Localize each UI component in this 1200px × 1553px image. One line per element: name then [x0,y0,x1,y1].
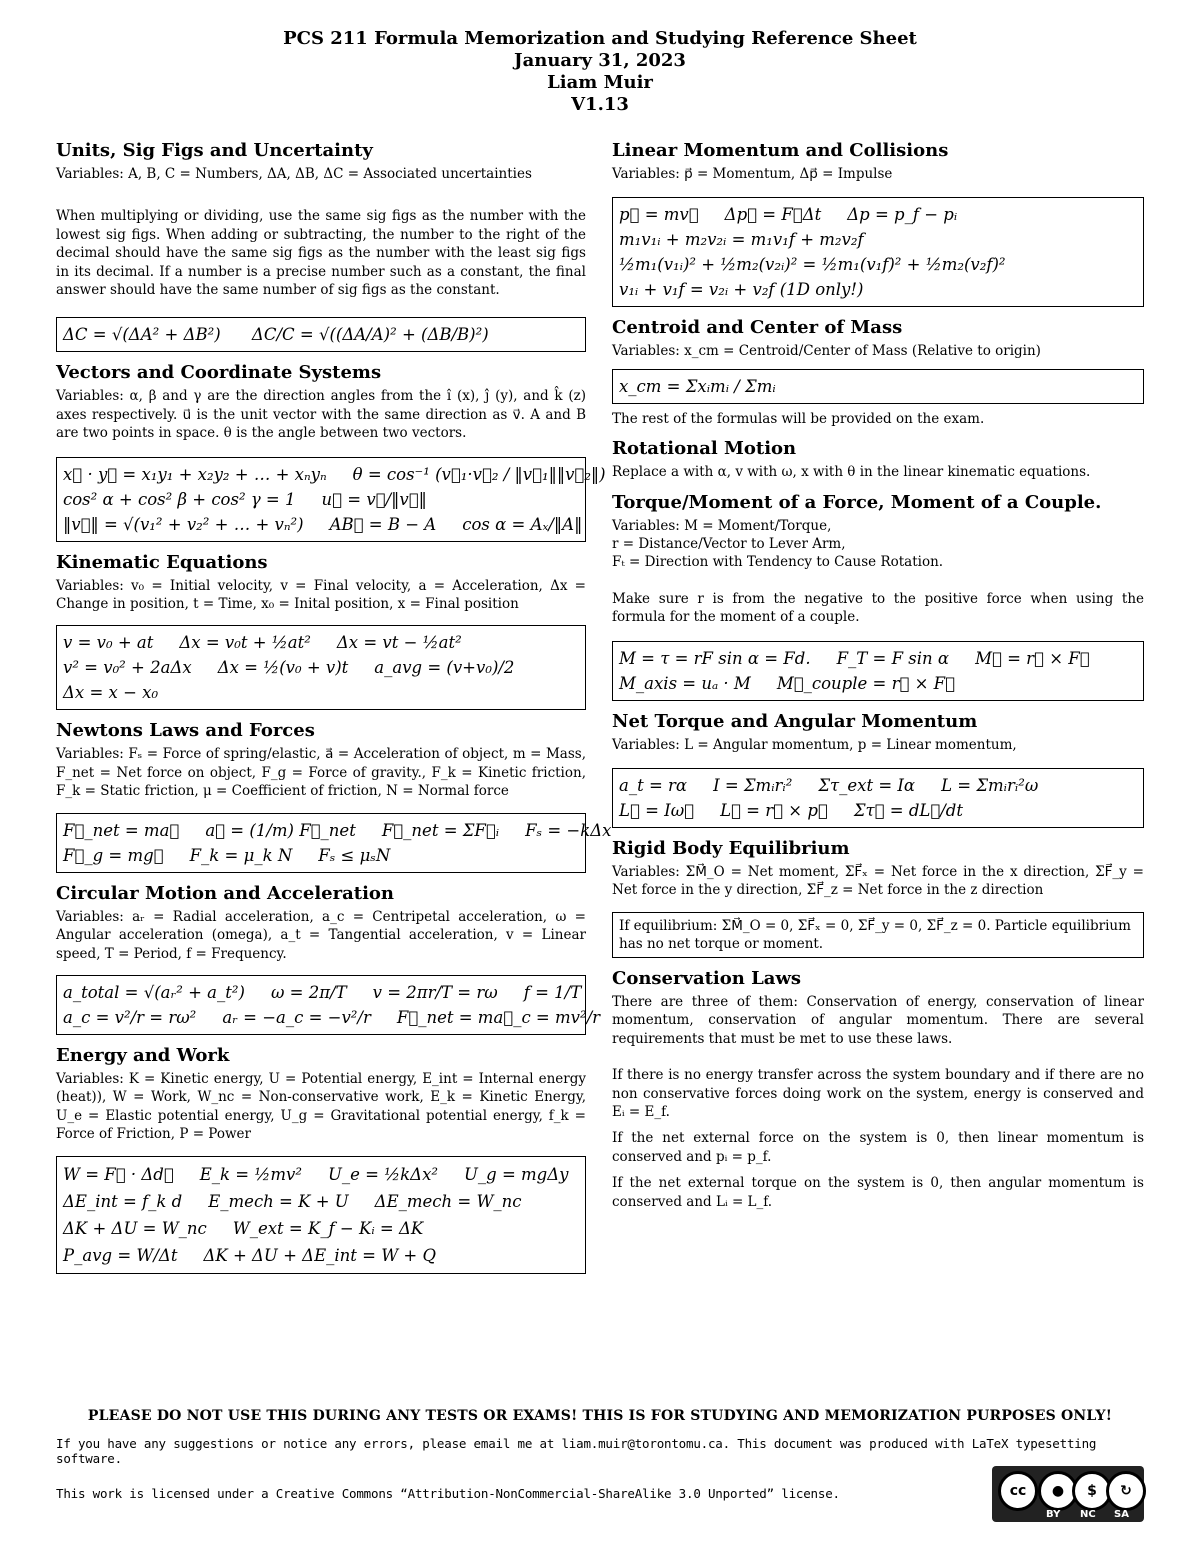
sheet-author: Liam Muir [547,72,653,93]
formula: v = 2πr/T = rω [372,982,498,1002]
section-rigid [612,838,1144,958]
section-title: Linear Momentum and Collisions [612,140,949,161]
share-alike-icon: ↻ [1106,1471,1146,1511]
formula: F⃗_net = ΣF⃗ᵢ [381,820,500,840]
body-text: If the net external force on the system is 0, then linear momentum is conserved and pᵢ = p_f. [612,1130,1144,1165]
section-title: Net Torque and Angular Momentum [612,710,978,732]
formula: v₁ᵢ + v₁f = v₂ᵢ + v₂f (1D only!) [619,280,864,300]
formula: ΔC = √(ΔA² + ΔB²) [63,325,221,345]
body-text: Make sure r is from the negative to the positive force when using the formula for the moment of a couple. [612,590,1144,626]
warning-text: PLEASE DO NOT USE THIS DURING ANY TESTS OR EXAMS! THIS IS FOR STUDYING AND MEMORIZATION PURPOSES ONLY! [87,1408,1113,1424]
formula: a_avg = (v+v₀)/2 [374,658,515,678]
badge-sa-label: SA [1114,1509,1129,1520]
footer [56,1408,1144,1520]
sheet-title: PCS 211 Formula Memorization and Studying Reference Sheet [283,28,917,49]
formula: aᵣ = −a_c = −v²/r [222,1007,371,1027]
formula: P_avg = W/Δt [63,1245,178,1265]
formula: ΔK + ΔU = W_nc [63,1218,207,1238]
variables-text: Variables: M = Moment/Torque, [612,517,832,534]
formula-box [612,369,1144,404]
formula-box [56,813,612,873]
formula: a_t = rα [619,776,688,796]
formula: W_ext = K_f − Kᵢ = ΔK [232,1218,424,1238]
formula: Στ⃗ = dL⃗/dt [853,801,963,821]
variables-text: Fₜ = Direction with Tendency to Cause Rotation. [612,554,944,571]
badge-nc-label: NC [1080,1509,1096,1520]
variables-text: Variables: p⃗ = Momentum, Δp⃗ = Impulse [612,166,893,182]
body-text: There are three of them: Conservation of energy, conservation of linear momentum, conservation of angular momentum. There are several requirements that must be met to use these laws. [612,993,1144,1047]
badge-by-label: BY [1046,1509,1061,1520]
formula: θ = cos⁻¹ (v⃗₁·v⃗₂ / ‖v⃗₁‖‖v⃗₂‖) [352,464,606,484]
variables-text: Variables: x_cm = Centroid/Center of Mass (Relative to origin) [612,343,1041,360]
formula: U_e = ½kΔx² [327,1164,438,1184]
formula: L⃗ = Iω⃗ [619,801,695,821]
formula: ΔE_mech = W_nc [374,1191,522,1211]
formula: ω = 2π/T [270,982,347,1002]
section-newton [56,720,612,872]
contact-text: If you have any suggestions or notice any errors, please email me at liam.muir@torontomu.ca. This document was produced with LaTeX typesetting software. [56,1436,1097,1466]
section-units [56,140,586,352]
formula: x_cm = Σxᵢmᵢ / Σmᵢ [619,376,776,396]
formula: ΔE_int = f_k d [63,1191,183,1211]
formula-box [56,975,601,1035]
formula: m₁v₁ᵢ + m₂v₂ᵢ = m₁v₁f + m₂v₂f [619,230,864,250]
body-text: If the net external torque on the system is 0, then angular momentum is conserved and Lᵢ = L_f. [612,1175,1144,1210]
formula-box [56,1156,586,1274]
section-title: Centroid and Center of Mass [612,317,903,339]
formula-box [612,197,1144,307]
section-kinematic [56,552,586,711]
formula: cos α = Aₓ/‖A‖ [462,514,583,534]
sheet-version: V1.13 [571,94,629,115]
formula: ΔK + ΔU + ΔE_int = W + Q [203,1245,437,1265]
variables-text: Variables: ΣM⃗_O = Net moment, ΣF⃗ₓ = Net force in the x direction, ΣF⃗_y = Net force in the y direction, ΣF⃗_z = Net force in the z direction [612,864,1144,899]
variables-text: Variables: K = Kinetic energy, U = Potential energy, E_int = Internal energy (heat)), W = Work, W_nc = Non-conservative work, E_k = Kinetic Energy, U_e = Elastic potential energy, U_g = Gravitational potential energy, f_k = Force of Friction, P = Power [56,1070,586,1143]
formula: M = τ = rF sin α = Fd. [619,648,811,668]
formula-box [56,317,586,352]
no-dollar-icon: $ [1072,1471,1112,1511]
section-angular [612,711,1144,828]
section-energy [56,1045,586,1274]
formula: a_c = v²/r = rω² [63,1007,197,1027]
body-text: Replace a with α, v with ω, x with θ in the linear kinematic equations. [612,464,1091,481]
variables-text: r = Distance/Vector to Lever Arm, [612,536,846,553]
section-momentum [612,140,1144,307]
formula: E_k = ½mv² [199,1164,302,1184]
formula: a_total = √(aᵣ² + a_t²) [63,982,245,1002]
formula: Στ_ext = Iα [818,776,916,796]
section-title: Vectors and Coordinate Systems [56,362,382,384]
section-title: Rigid Body Equilibrium [612,838,850,860]
formula: Fₛ = −kΔx [525,820,612,840]
formula: ‖v⃗‖ = √(v₁² + v₂² + … + vₙ²) [63,514,304,534]
variables-text: Variables: A, B, C = Numbers, ΔA, ΔB, ΔC = Associated uncertainties [56,166,532,182]
formula: v² = v₀² + 2aΔx [63,658,192,678]
formula: Δp⃗ = F⃗Δt [724,205,822,225]
body-text: When multiplying or dividing, use the same sig figs as the number with the lowest sig figs. When adding or subtracting, the number to the right of the decimal should have the same sig figs as the number with the least sig figs in its decimal. If a number is a precise number such as a constant, the final answer should have the same number of sig figs as the constant. [56,208,586,299]
formula: cos² α + cos² β + cos² γ = 1 [63,489,296,509]
section-vectors [56,362,606,541]
formula: f = 1/T [523,982,582,1002]
formula: p⃗ = mv⃗ [619,205,699,225]
person-icon: ● [1038,1471,1078,1511]
formula: F_T = F sin α [836,648,950,668]
section-centroid [612,317,1144,428]
variables-text: Variables: v₀ = Initial velocity, v = Final velocity, a = Acceleration, Δx = Change in position, t = Time, x₀ = Inital position, x = Final position [56,577,586,613]
left-column [56,138,612,1284]
variables-text: Variables: aᵣ = Radial acceleration, a_c = Centripetal acceleration, ω = Angular acceleration (omega), a_t = Tangential acceleration, v = Linear speed, T = Period, f = Frequency. [56,908,586,962]
formula: ½m₁(v₁ᵢ)² + ½m₂(v₂ᵢ)² = ½m₁(v₁f)² + ½m₂(v₂f)² [619,255,1006,275]
formula: L = Σmᵢrᵢ²ω [941,776,1039,796]
variables-text: Variables: L = Angular momentum, p = Linear momentum, [612,736,1017,753]
formula: Δx = vt − ½at² [336,633,462,653]
body-text: The rest of the formulas will be provided on the exam. [612,410,985,427]
sheet-date: January 31, 2023 [514,50,686,71]
contact-note [56,1436,1144,1466]
section-title: Conservation Laws [612,967,802,989]
formula-box [56,457,606,542]
variables-text: Variables: Fₛ = Force of spring/elastic, a⃗ = Acceleration of object, m = Mass, F_net = Net force on object, F_g = Force of gravity., F_k = Kinetic friction, F_k = Static friction, μ = Coefficient of friction, N = Normal force [56,746,586,800]
formula-box [612,641,1144,701]
formula-box [612,768,1144,828]
section-title: Rotational Motion [612,438,797,460]
formula: v = v₀ + at [63,633,154,653]
header [56,28,1144,116]
formula: F_k = μ_k N [189,845,293,865]
formula: M⃗ = r⃗ × F⃗ [975,648,1090,668]
formula: L⃗ = r⃗ × p⃗ [720,801,828,821]
formula: AB⃗ = B − A [329,514,437,534]
section-rotational [612,438,1144,481]
section-title: Energy and Work [56,1044,230,1066]
formula: x⃗ · y⃗ = x₁y₁ + x₂y₂ + … + xₙyₙ [63,464,327,484]
formula: Δp = p_f − pᵢ [847,205,958,225]
section-title: Kinematic Equations [56,551,268,573]
formula: E_mech = K + U [208,1191,349,1211]
formula: I = Σmᵢrᵢ² [713,776,793,796]
section-title: Torque/Moment of a Force, Moment of a Couple. [612,491,1102,513]
formula: M_axis = uₐ · M [619,673,751,693]
section-title: Newtons Laws and Forces [56,720,315,742]
right-column [612,138,1144,1284]
formula: Δx = x − x₀ [63,683,159,703]
formula: Fₛ ≤ μₛN [318,845,391,865]
equilibrium-text: If equilibrium: ΣM⃗_O = 0, ΣF⃗ₓ = 0, ΣF⃗_y = 0, ΣF⃗_z = 0. Particle equilibrium has no net torque or moment. [619,917,1131,952]
formula: ΔC/C = √((ΔA/A)² + (ΔB/B)²) [251,325,489,345]
formula: M⃗_couple = r⃗ × F⃗ [776,673,956,693]
formula-box [612,912,1144,958]
columns [56,138,1144,1284]
section-circular [56,882,601,1035]
section-title: Units, Sig Figs and Uncertainty [56,140,373,161]
creative-commons-badge-icon[interactable] [992,1466,1144,1522]
formula: Δx = v₀t + ½at² [179,633,311,653]
license-text: This work is licensed under a Creative Commons “Attribution-NonCommercial-ShareAlike 3.0 Unported” license. [56,1486,840,1501]
variables-text: Variables: α, β and γ are the direction angles from the î (x), ĵ (y), and k̂ (z) axes respectively. u⃗ is the unit vector with the same direction as v⃗. A and B are two points in space. θ is the angle between two vectors. [56,388,586,442]
formula: F⃗_g = mg⃗ [63,845,164,865]
formula: F⃗_net = ma⃗_c = mv²/r [396,1007,601,1027]
formula-box [56,625,586,710]
formula: W = F⃗ · Δd⃗ [63,1164,174,1184]
section-torque [612,492,1144,701]
formula: Δx = ½(v₀ + v)t [217,658,349,678]
formula: U_g = mgΔy [464,1164,569,1184]
formula: a⃗ = (1/m) F⃗_net [205,820,356,840]
section-title: Circular Motion and Acceleration [56,882,395,904]
formula: u⃗ = v⃗/‖v⃗‖ [321,489,427,509]
cc-icon: cc [998,1471,1038,1511]
body-text: If there is no energy transfer across the system boundary and if there are no non conservative forces doing work on the system, energy is conserved and Eᵢ = E_f. [612,1067,1144,1120]
formula: F⃗_net = ma⃗ [63,820,180,840]
section-conservation [612,968,1144,1211]
